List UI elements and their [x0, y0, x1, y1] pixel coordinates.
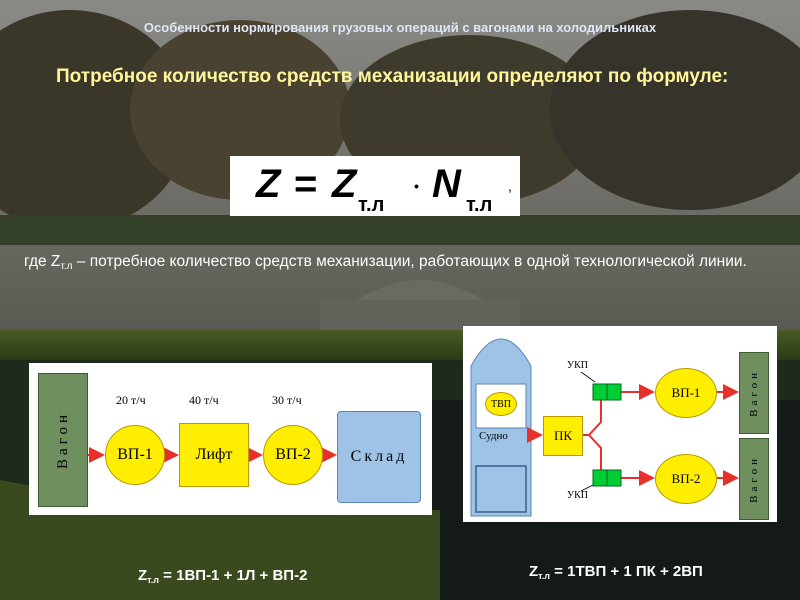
tvp-circle: ТВП [485, 392, 517, 416]
vp2-circle: ВП-2 [263, 425, 323, 485]
wagon-top-box: Вагон [739, 352, 769, 434]
formula-sub1: т.л [358, 194, 385, 216]
right-diagram-shapes [463, 326, 777, 522]
definition-text: где $Z_{т.л}$ – потребное количество средств механизации, работающих в одной технологической линии. [24, 253, 747, 272]
right-diagram [463, 326, 777, 522]
pk-box: ПК [543, 416, 583, 456]
ship-hold [476, 466, 526, 512]
formula-z: Z [256, 162, 281, 206]
formula-n: N [432, 162, 461, 206]
formula-z-tl: Z [332, 162, 357, 206]
ship-label: Судно [479, 430, 508, 442]
left-diagram [29, 363, 432, 515]
rate-1: 20 т/ч [116, 393, 146, 407]
ukp-bottom-1 [593, 470, 607, 486]
lift-box: Лифт [179, 423, 249, 487]
ukp-bottom-2 [607, 470, 621, 486]
ukp-top-leader [581, 372, 595, 382]
ukp-top-label: УКП [567, 360, 588, 371]
vp1-right-circle: ВП-1 [655, 368, 717, 418]
rate-2: 40 т/ч [189, 393, 219, 407]
right-caption: $Z_{т.л} = 1ТВП + 1$ ПК + 2ВП [529, 563, 703, 581]
formula-sub2: т.л [466, 194, 493, 216]
vp2-right-circle: ВП-2 [655, 454, 717, 504]
formula-comma: , [508, 178, 512, 194]
wagon-bottom-box: Вагон [739, 438, 769, 520]
vp1-circle: ВП-1 [105, 425, 165, 485]
ukp-bottom-label: УКП [567, 490, 588, 501]
ukp-top-2 [607, 384, 621, 400]
left-caption: $Z_{т.л} = 1ВП-1 + 1Л + ВП-2$ [138, 567, 308, 585]
store-box: Склад [337, 411, 421, 503]
slide-lead-text: Потребное количество средств механизации определяют по формуле: [56, 66, 729, 87]
formula-box [230, 156, 520, 216]
wagon-box: Вагон [38, 373, 88, 507]
slide-header: Особенности нормирования грузовых операций с вагонами на холодильниках [143, 20, 657, 35]
formula-dot: • [414, 178, 419, 194]
ukp-top-1 [593, 384, 607, 400]
rate-3: 30 т/ч [272, 393, 302, 407]
formula-equals: = [294, 162, 318, 206]
